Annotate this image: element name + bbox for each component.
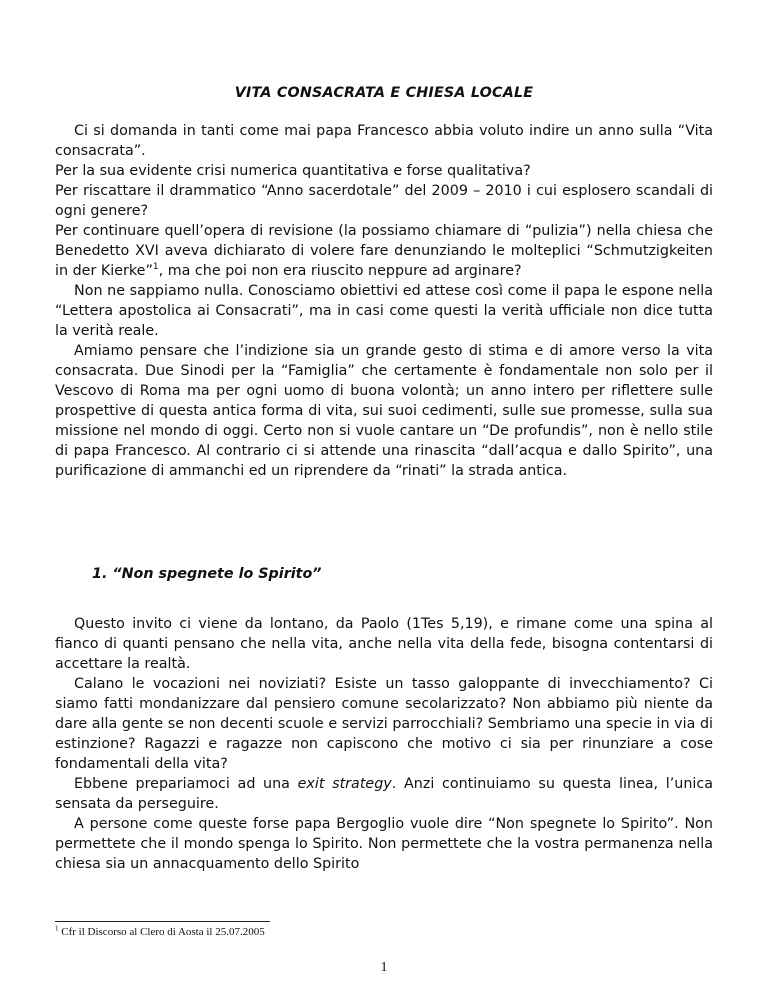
paragraph: Ci si domanda in tanti come mai papa Francesco abbia voluto indire un anno sulla “Vita consacrata”. [55,123,713,159]
paragraph [55,221,713,281]
section-1 [55,614,713,874]
paragraph-text: , ma che poi non era riuscito neppure ad arginare? [158,263,522,279]
paragraph: A persone come queste forse papa Bergoglio vuole dire “Non spegnete lo Spirito”. Non permettete che il mondo spenga lo Spirito. Non permettete che la vostra permanenza nella chiesa sia un annacquamento dello Spirito [55,816,713,872]
paragraph-text: Ebbene prepariamoci ad una [74,776,298,792]
document-title: VITA CONSACRATA E CHIESA LOCALE [234,85,534,101]
page-number: 1 [380,960,388,975]
paragraph [55,774,713,814]
intro-section [55,121,713,481]
footnote [55,926,265,938]
paragraph: Non ne sappiamo nulla. Conosciamo obiettivi ed attese così come il papa le espone nella “Lettera apostolica ai Consacrati”, ma in casi come questi la verità ufficiale non dice tutta la verità reale. [55,283,713,339]
paragraph: Questo invito ci viene da lontano, da Paolo (1Tes 5,19), e rimane come una spina al fianco di quanti pensano che nella vita, anche nella vita della fede, bisogna contentarsi di accettare la realtà. [55,616,713,672]
paragraph: Amiamo pensare che l’indizione sia un grande gesto di stima e di amore verso la vita consacrata. Due Sinodi per la “Famiglia” che certamente è fondamentale non solo per il Vescovo di Roma ma per ogni uomo di buona volontà; un anno intero per riflettere sulle prospettive di questa antica forma di vita, sui suoi cedimenti, sulle sue promesse, sulla sua missione nel mondo di oggi. Certo non si vuole cantare un “De profundis”, non è nello stile di papa Francesco. Al contrario ci si attende una rinascita “dall’acqua e dallo Spirito”, una purificazione di ammanchi ed un riprendere da “rinati” la strada antica. [55,343,713,479]
paragraph-text: Per continuare quell’opera di revisione (la possiamo chiamare di “pulizia”) nella chiesa che Benedetto XVI aveva dichiarato di volere fare denunziando le molteplici “Schmutzigkeiten in der Kierke” [55,223,713,279]
footnote-number: 1 [55,924,59,933]
paragraph-text: . Anzi continuiamo su questa linea, l’unica sensata da perseguire. [55,776,714,812]
footnote-reference[interactable]: 1 [152,262,159,273]
paragraph: Per riscattare il drammatico “Anno sacerdotale” del 2009 – 2010 i cui esplosero scandali di ogni genere? [55,183,713,219]
footnote-separator [55,921,270,922]
emphasis-text: exit strategy [297,776,392,792]
footnote-text: Cfr il Discorso al Clero di Aosta il 25.07.2005 [58,926,265,938]
paragraph: Per la sua evidente crisi numerica quantitativa e forse qualitativa? [55,163,531,179]
paragraph: Calano le vocazioni nei noviziati? Esiste un tasso galoppante di invecchiamento? Ci siamo fatti mondanizzare dal pensiero comune secolarizzato? Non abbiamo più niente da dare alla gente se non decenti scuole e servizi parrocchiali? Sembriamo una specie in via di estinzione? Ragazzi e ragazze non capiscono che motivo ci sia per rinunziare a cose fondamentali della vita? [55,676,713,772]
section-heading: 1. “Non spegnete lo Spirito” [92,566,322,582]
